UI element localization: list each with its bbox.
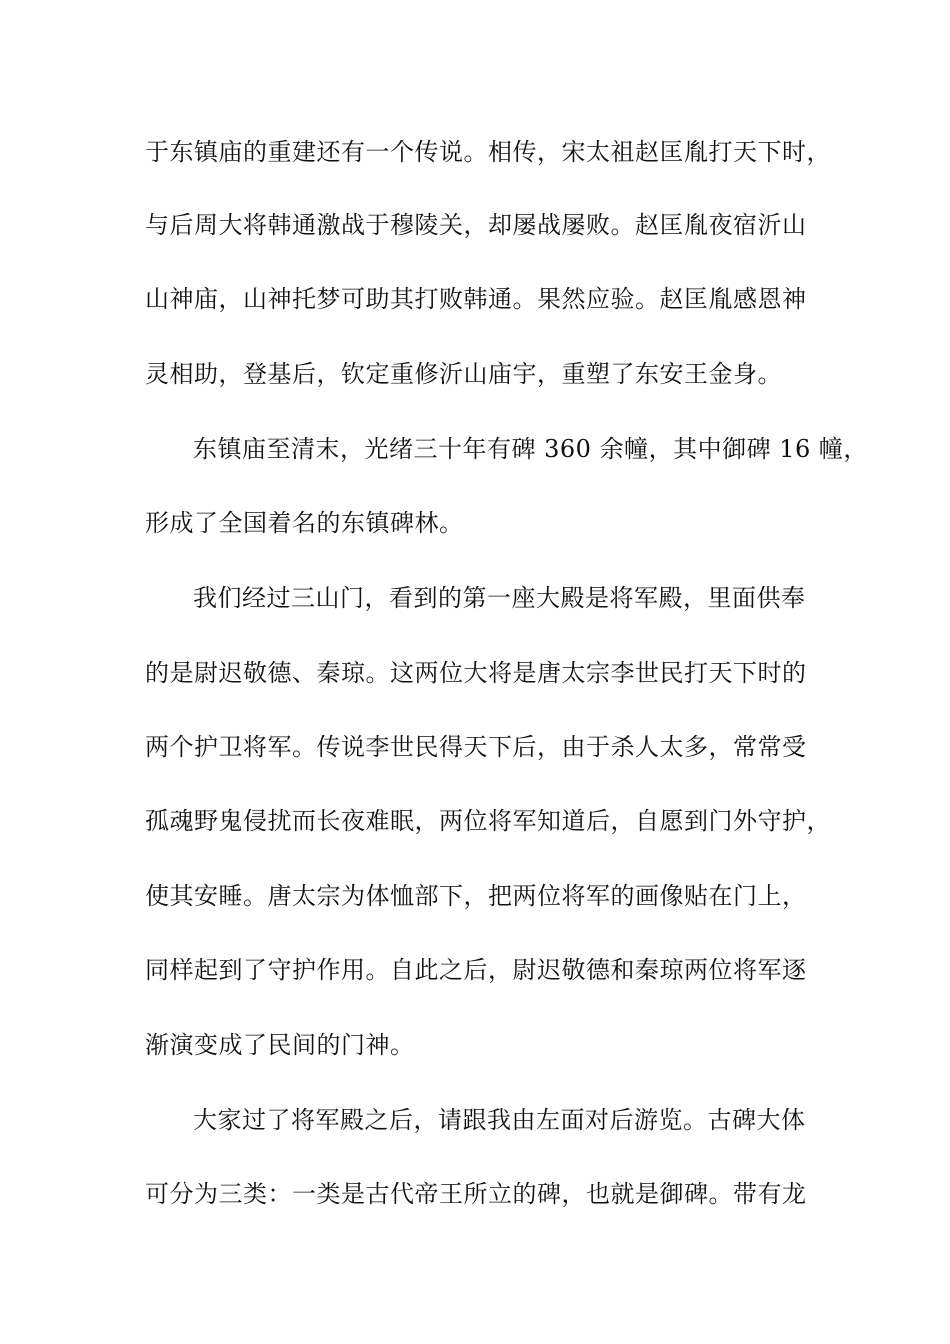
text-line: 可分为三类：一类是古代帝王所立的碑，也就是御碑。带有龙 bbox=[145, 1180, 807, 1208]
text-line: 孤魂野鬼侵扰而长夜难眠，两位将军知道后，自愿到门外守护， bbox=[145, 807, 831, 835]
text-line: 与后周大将韩通激战于穆陵关，却屡战屡败。赵匡胤夜宿沂山 bbox=[145, 211, 807, 239]
text-line: 同样起到了守护作用。自此之后，尉迟敬德和秦琼两位将军逐 bbox=[145, 956, 807, 984]
text-line: 渐演变成了民间的门神。 bbox=[145, 1031, 415, 1059]
text-line: 形成了全国着名的东镇碑林。 bbox=[145, 509, 464, 537]
text-line: 山神庙，山神托梦可助其打败韩通。果然应验。赵匡胤感恩神 bbox=[145, 285, 807, 313]
text-line: 使其安睡。唐太宗为体恤部下，把两位将军的画像贴在门上， bbox=[145, 882, 807, 910]
text-line: 两个护卫将军。传说李世民得天下后，由于杀人太多，常常受 bbox=[145, 733, 807, 761]
text-line: 于东镇庙的重建还有一个传说。相传，宋太祖赵匡胤打天下时， bbox=[145, 138, 831, 166]
text-line: 灵相助，登基后，钦定重修沂山庙宇，重塑了东安王金身。 bbox=[145, 360, 782, 388]
text-line: 大家过了将军殿之后，请跟我由左面对后游览。古碑大体 bbox=[193, 1106, 806, 1134]
text-line: 我们经过三山门，看到的第一座大殿是将军殿，里面供奉 bbox=[193, 584, 806, 612]
text-line: 东镇庙至清末，光绪三十年有碑 360 余幢，其中御碑 16 幢， bbox=[193, 435, 868, 463]
text-line: 的是尉迟敬德、秦琼。这两位大将是唐太宗李世民打天下时的 bbox=[145, 659, 807, 687]
